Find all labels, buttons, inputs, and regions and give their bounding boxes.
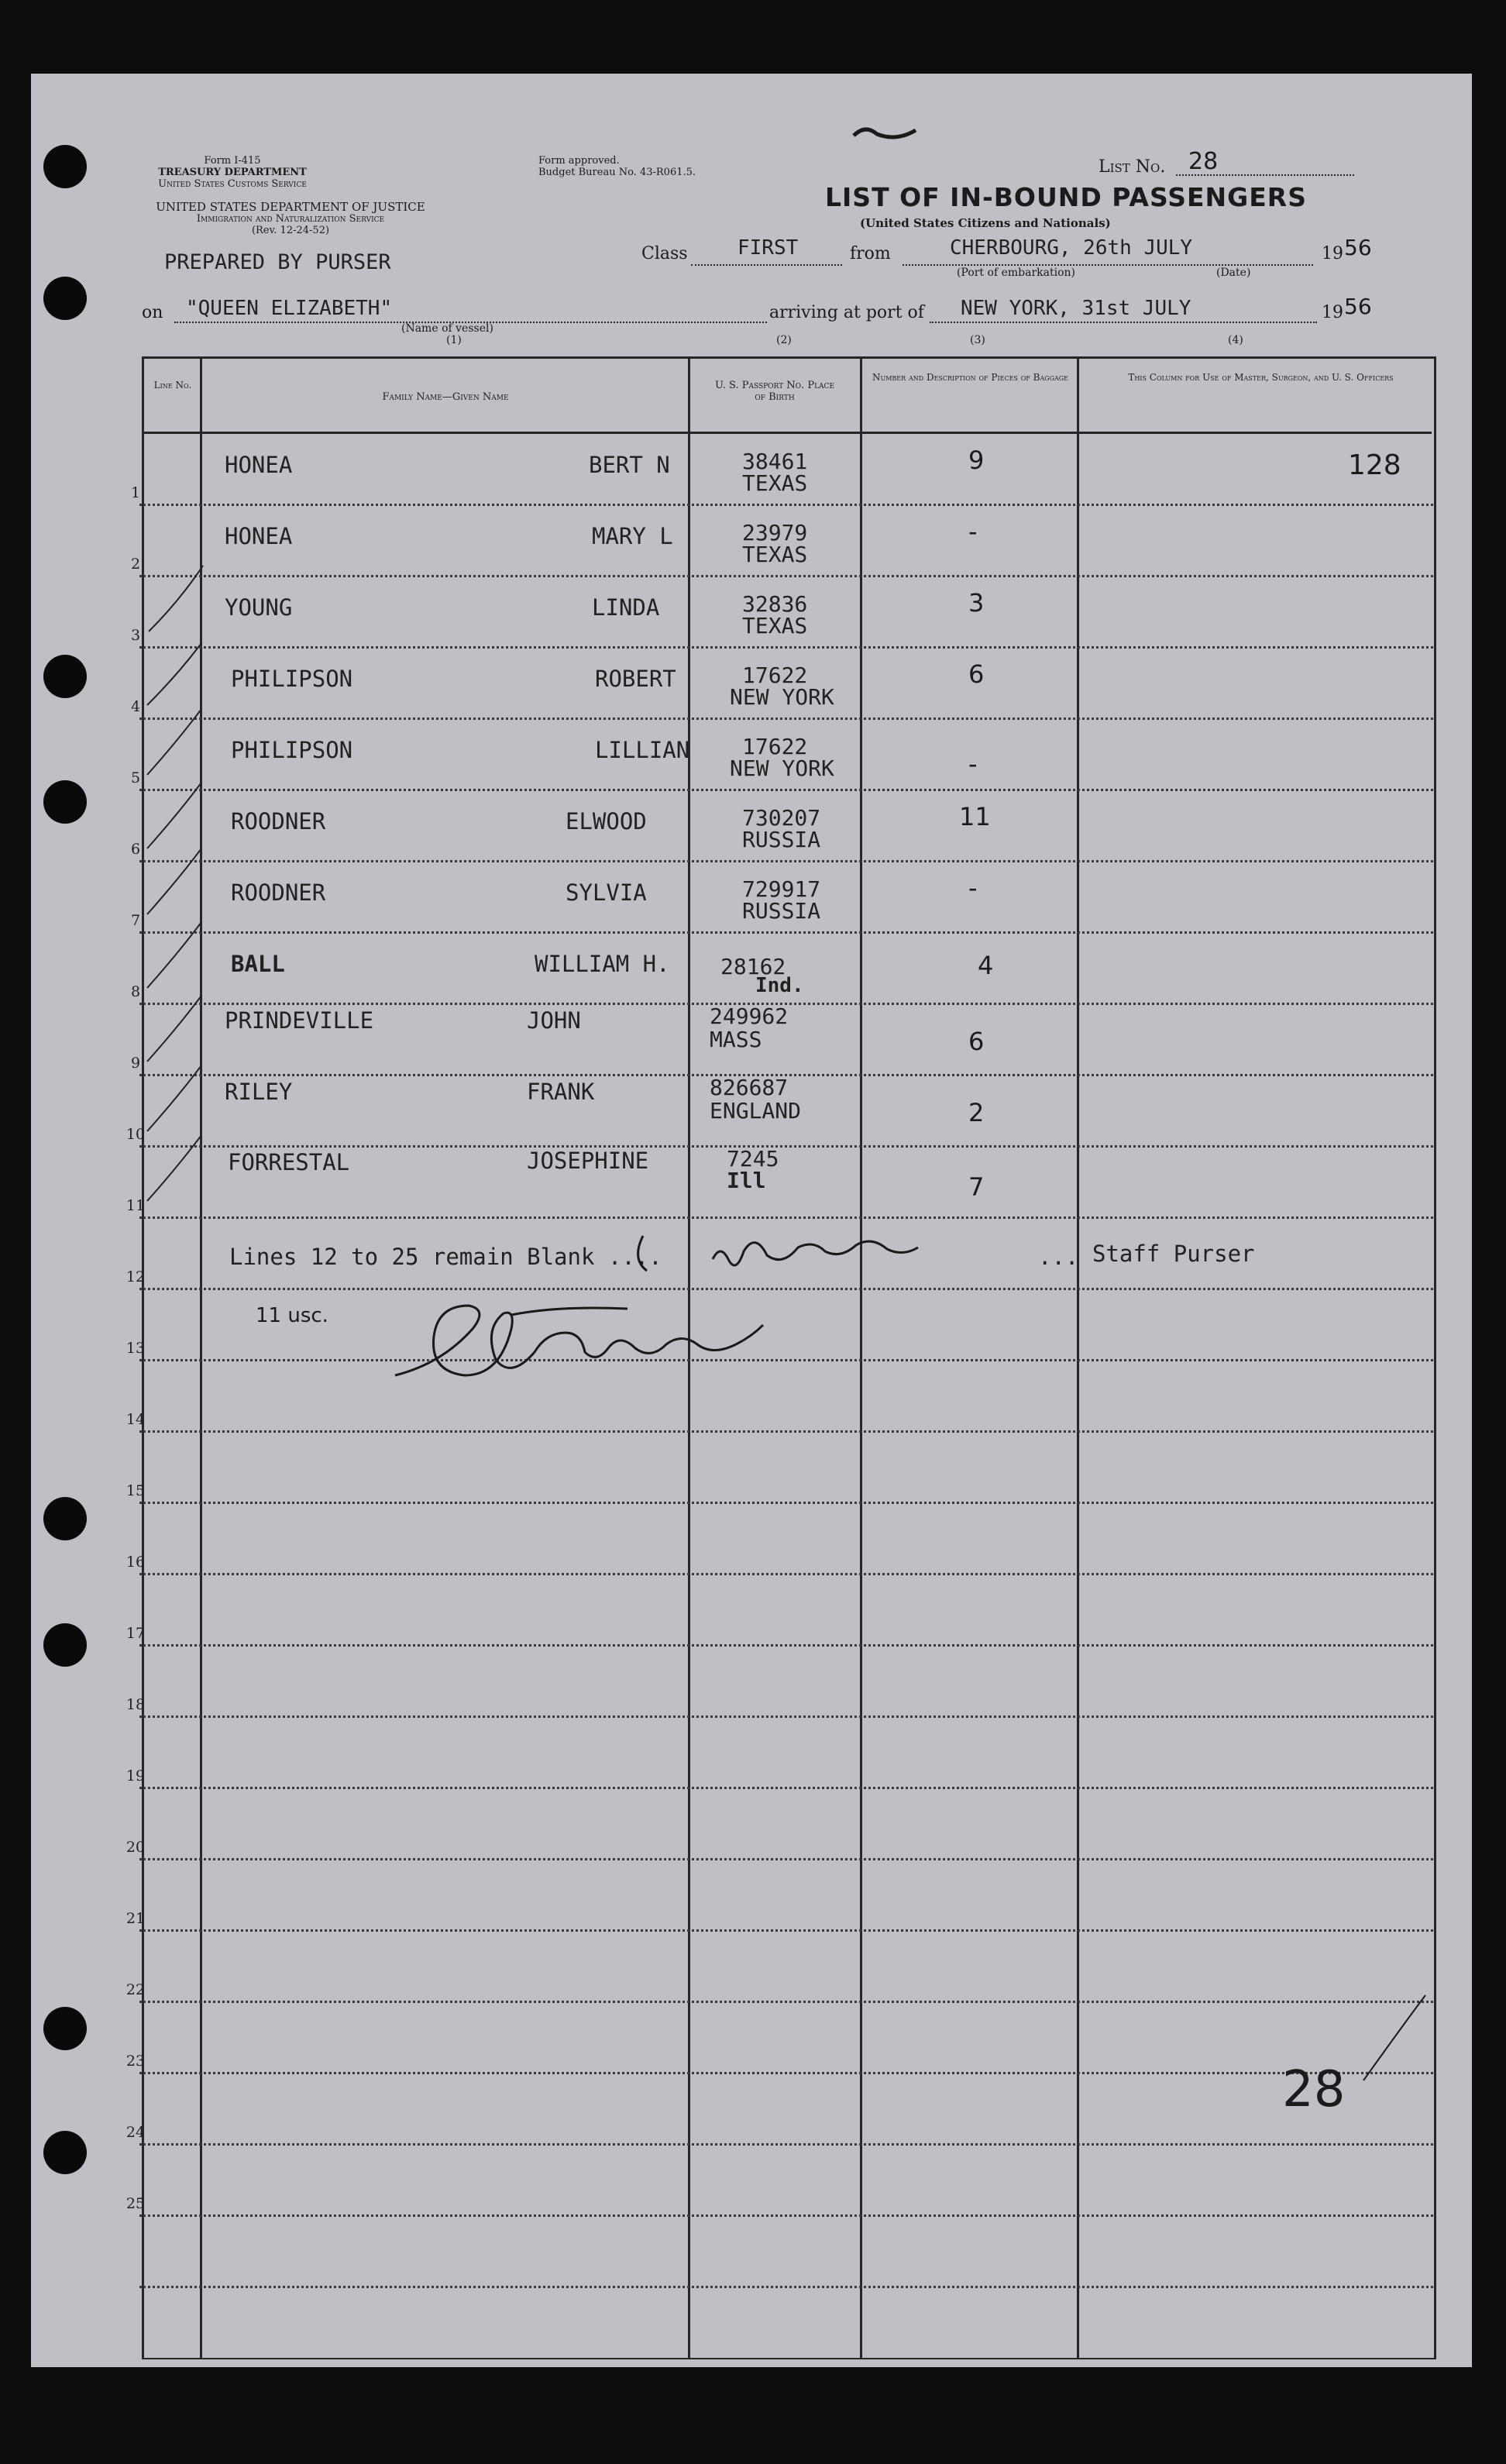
purser-signature bbox=[713, 1241, 918, 1265]
row-number: 5 bbox=[130, 769, 141, 786]
family-name: HONEA bbox=[225, 452, 293, 478]
row-number: 4 bbox=[130, 698, 141, 715]
row-number: 25 bbox=[126, 2195, 146, 2212]
row-number: 2 bbox=[130, 556, 141, 573]
row-number: 1 bbox=[130, 484, 141, 501]
baggage-count: 6 bbox=[968, 659, 985, 689]
check-mark bbox=[147, 996, 201, 1062]
column-number-1: (1) bbox=[446, 334, 462, 346]
row-number: 9 bbox=[130, 1055, 141, 1072]
passport-number: 38461 bbox=[742, 449, 808, 474]
check-mark bbox=[147, 922, 201, 988]
row-number: 23 bbox=[126, 2053, 146, 2070]
check-mark bbox=[149, 566, 203, 631]
family-name: PHILIPSON bbox=[231, 737, 353, 763]
header-passport: U. S. Passport No. Place of Birth bbox=[714, 380, 835, 403]
form-revision: (Rev. 12-24-52) bbox=[251, 225, 330, 236]
baggage-count: 4 bbox=[978, 951, 994, 980]
passport-number: 7245 bbox=[727, 1146, 779, 1172]
given-name: JOSEPHINE bbox=[527, 1148, 649, 1174]
arrival-year: 56 bbox=[1344, 294, 1372, 319]
header-baggage: Number and Description of Pieces of Baggage bbox=[872, 372, 1069, 383]
vessel-name: "QUEEN ELIZABETH" bbox=[186, 297, 393, 320]
birthplace: NEW YORK bbox=[730, 755, 834, 781]
row-number: 12 bbox=[126, 1268, 146, 1285]
staff-purser-label: Staff Purser bbox=[1092, 1241, 1255, 1267]
row-number: 6 bbox=[130, 841, 141, 858]
row-number: 3 bbox=[130, 627, 141, 644]
department-name: TREASURY DEPARTMENT bbox=[158, 167, 307, 178]
manifest-page bbox=[31, 74, 1472, 2367]
passport-number: 28162 bbox=[720, 954, 786, 979]
given-name: BERT N bbox=[589, 452, 670, 478]
baggage-count: 7 bbox=[968, 1172, 985, 1202]
date-caption: (Date) bbox=[1216, 267, 1251, 279]
birthplace: TEXAS bbox=[742, 470, 808, 496]
check-mark bbox=[147, 1135, 201, 1201]
passport-number: 17622 bbox=[742, 734, 808, 759]
baggage-count: 11 bbox=[959, 802, 991, 831]
departure-year: 56 bbox=[1344, 235, 1372, 260]
row-number: 14 bbox=[126, 1411, 146, 1428]
birthplace: TEXAS bbox=[742, 613, 808, 638]
baggage-count: 6 bbox=[968, 1027, 985, 1056]
passport-number: 23979 bbox=[742, 520, 808, 545]
row-number: 11 bbox=[126, 1197, 146, 1214]
given-name: LILLIAN bbox=[595, 737, 690, 763]
year-prefix-departure: 19 bbox=[1322, 244, 1343, 263]
check-mark bbox=[147, 709, 201, 775]
birthplace: MASS bbox=[710, 1027, 762, 1052]
check-mark bbox=[147, 643, 201, 705]
birthplace: RUSSIA bbox=[742, 898, 821, 924]
given-name: ELWOOD bbox=[566, 808, 647, 835]
given-name: WILLIAM H. bbox=[535, 951, 670, 977]
given-name: MARY L bbox=[592, 523, 673, 549]
from-label: from bbox=[850, 244, 891, 263]
vessel-caption: (Name of vessel) bbox=[401, 322, 493, 335]
signature-stroke bbox=[638, 1236, 647, 1271]
birthplace: ENGLAND bbox=[710, 1098, 802, 1124]
birthplace: TEXAS bbox=[742, 542, 808, 567]
given-name: ROBERT bbox=[595, 666, 676, 692]
check-mark bbox=[147, 783, 201, 848]
given-name: SYLVIA bbox=[566, 879, 647, 906]
row-number: 21 bbox=[126, 1910, 146, 1927]
birthplace: Ill bbox=[727, 1168, 766, 1193]
signature-stroke bbox=[511, 1308, 628, 1315]
passport-number: 730207 bbox=[742, 805, 821, 831]
row-number: 8 bbox=[130, 983, 141, 1000]
list-number-value: 28 bbox=[1188, 148, 1219, 175]
row-number: 17 bbox=[126, 1625, 146, 1642]
baggage-count: 2 bbox=[968, 1098, 985, 1127]
family-name: BALL bbox=[231, 951, 285, 977]
header-officers: This Column for Use of Master, Surgeon, and U. S. Officers bbox=[1128, 372, 1394, 383]
passport-number: 826687 bbox=[710, 1075, 789, 1100]
signature bbox=[395, 1306, 763, 1375]
baggage-count: - bbox=[968, 873, 978, 903]
arrival-value: NEW YORK, 31st JULY bbox=[961, 297, 1191, 320]
embarkation-caption: (Port of embarkation) bbox=[957, 267, 1075, 279]
column-number-2: (2) bbox=[776, 334, 792, 346]
check-mark bbox=[147, 848, 201, 914]
birthplace: Ind. bbox=[755, 974, 804, 997]
row-number: 20 bbox=[126, 1839, 146, 1856]
family-name: ROODNER bbox=[231, 808, 326, 835]
form-title: LIST OF IN-BOUND PASSENGERS bbox=[825, 182, 1307, 212]
prepared-by: PREPARED BY PURSER bbox=[164, 250, 391, 274]
row-number: 22 bbox=[126, 1981, 146, 1998]
passport-number: 249962 bbox=[710, 1003, 789, 1029]
baggage-count: - bbox=[968, 517, 978, 546]
birthplace: RUSSIA bbox=[742, 827, 821, 852]
top-scribble bbox=[854, 129, 916, 137]
header-name: Family Name—Given Name bbox=[382, 391, 509, 403]
row-number: 18 bbox=[126, 1696, 146, 1713]
row-number: 19 bbox=[126, 1767, 146, 1784]
family-name: ROODNER bbox=[231, 879, 326, 906]
budget-approved: Form approved. bbox=[538, 155, 620, 167]
margin-number: 128 bbox=[1348, 449, 1401, 481]
row-number: 10 bbox=[126, 1126, 146, 1143]
column-number-3: (3) bbox=[970, 334, 985, 346]
passport-number: 729917 bbox=[742, 876, 821, 902]
passport-number: 17622 bbox=[742, 662, 808, 688]
dotted-leader: ... bbox=[1038, 1244, 1079, 1270]
baggage-count: 3 bbox=[968, 588, 985, 618]
check-mark bbox=[147, 1065, 201, 1131]
row-number: 24 bbox=[126, 2124, 146, 2141]
family-name: RILEY bbox=[225, 1079, 293, 1105]
from-value: CHERBOURG, 26th JULY bbox=[950, 236, 1193, 260]
justice-department: UNITED STATES DEPARTMENT OF JUSTICE bbox=[156, 200, 425, 214]
given-name: FRANK bbox=[527, 1079, 595, 1105]
baggage-count: - bbox=[968, 749, 978, 779]
row-number: 16 bbox=[126, 1554, 146, 1571]
family-name: FORRESTAL bbox=[228, 1149, 350, 1175]
year-prefix-arrival: 19 bbox=[1322, 303, 1343, 322]
list-number-label: List No. bbox=[1099, 157, 1166, 177]
arriving-label: arriving at port of bbox=[769, 303, 924, 322]
budget-bureau: Budget Bureau No. 43-R061.5. bbox=[538, 167, 696, 178]
passport-number: 32836 bbox=[742, 591, 808, 617]
row-number: 13 bbox=[126, 1340, 146, 1357]
given-name: JOHN bbox=[527, 1007, 581, 1034]
immigration-service: Immigration and Naturalization Service bbox=[196, 213, 385, 225]
customs-service: United States Customs Service bbox=[158, 178, 307, 190]
form-subtitle: (United States Citizens and Nationals) bbox=[860, 216, 1111, 230]
baggage-count: 9 bbox=[968, 446, 985, 475]
column-number-4: (4) bbox=[1228, 334, 1243, 346]
class-value: FIRST bbox=[738, 236, 799, 260]
row-number: 7 bbox=[130, 912, 141, 929]
blank-lines-note: Lines 12 to 25 remain Blank .... bbox=[229, 1244, 662, 1270]
corner-stroke bbox=[1363, 1995, 1425, 2080]
on-label: on bbox=[142, 303, 163, 322]
birthplace: NEW YORK bbox=[730, 684, 834, 710]
handwriting-layer bbox=[31, 74, 1472, 2367]
class-label: Class bbox=[641, 244, 688, 263]
given-name: LINDA bbox=[592, 594, 660, 621]
header-line-no: Line No. bbox=[153, 380, 192, 391]
row-number: 15 bbox=[126, 1482, 146, 1499]
form-number: Form I-415 bbox=[204, 155, 261, 167]
family-name: PRINDEVILLE bbox=[225, 1007, 374, 1034]
usc-note: 11 usc. bbox=[256, 1304, 328, 1327]
family-name: YOUNG bbox=[225, 594, 293, 621]
corner-number: 28 bbox=[1282, 2061, 1346, 2118]
family-name: HONEA bbox=[225, 523, 293, 549]
family-name: PHILIPSON bbox=[231, 666, 353, 692]
